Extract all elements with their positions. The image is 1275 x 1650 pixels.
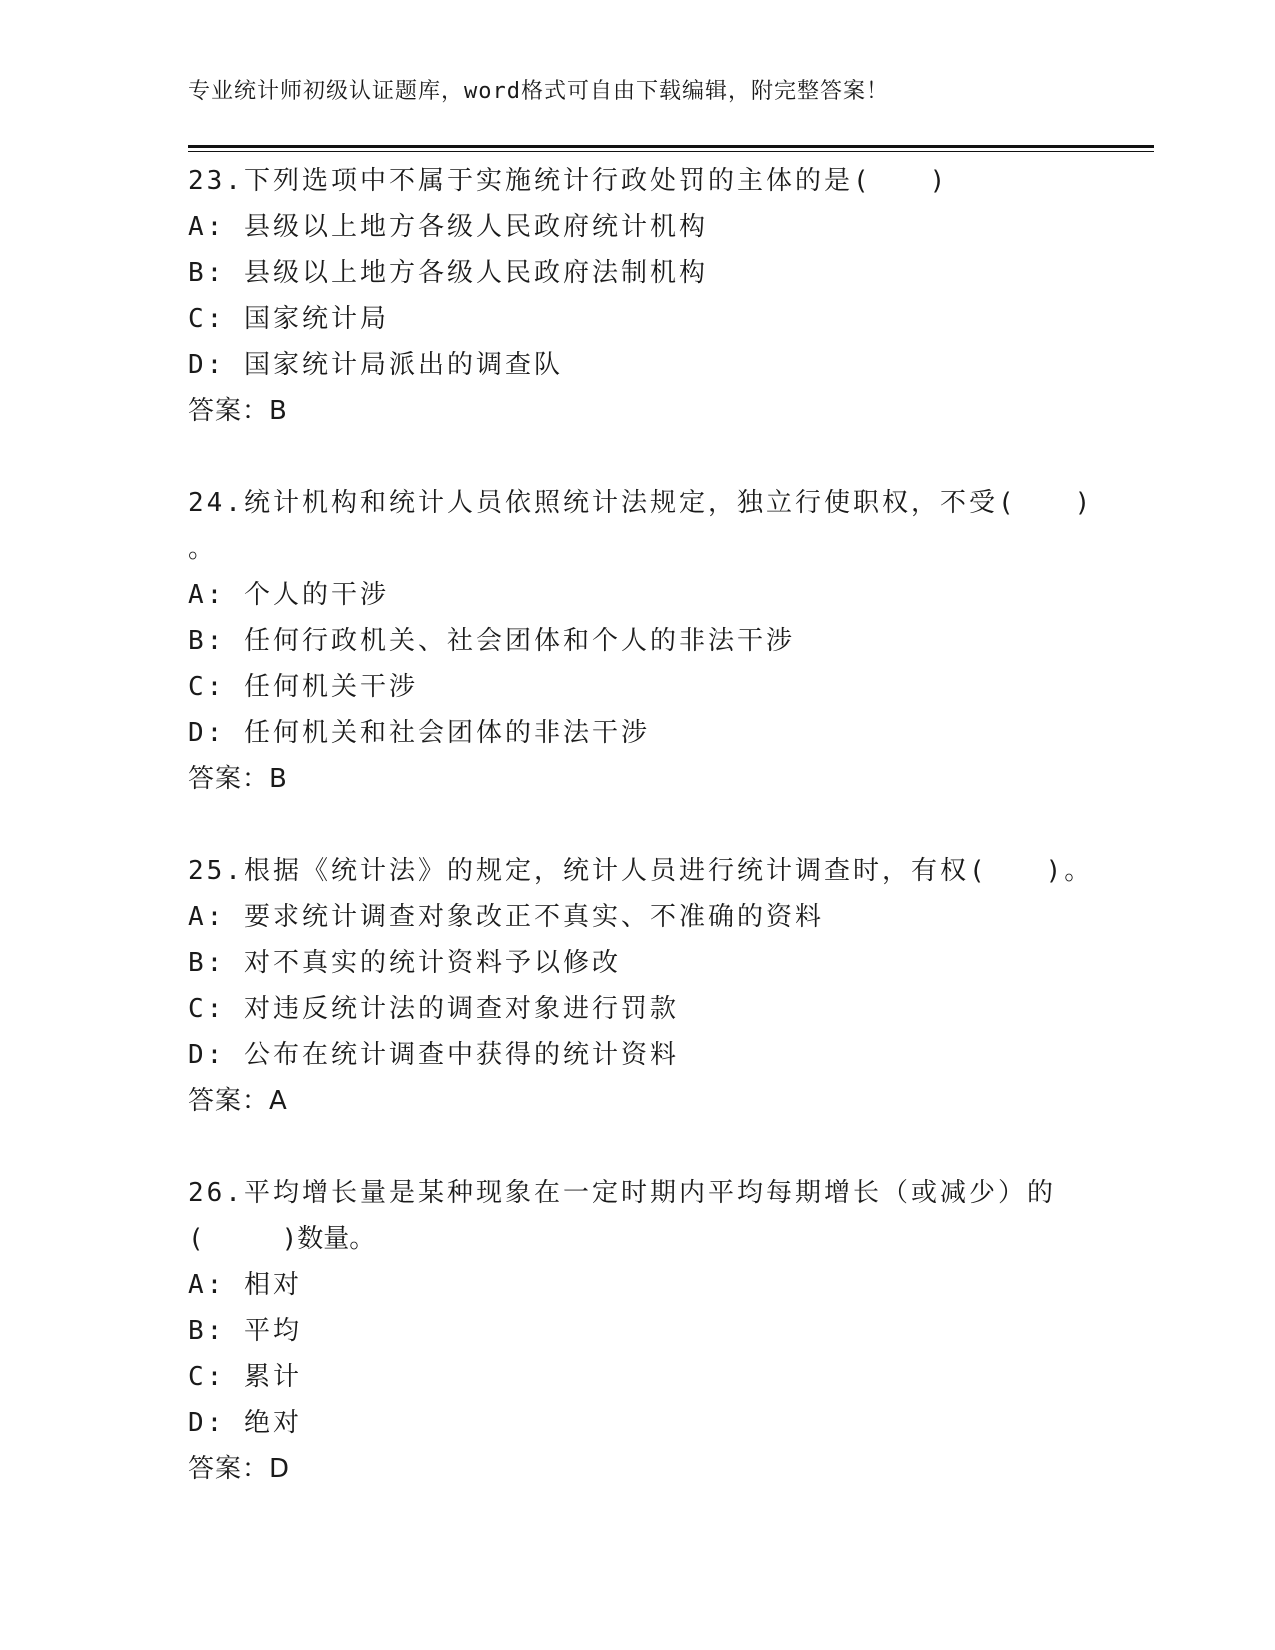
answer-line: 答案：D — [188, 1454, 291, 1484]
question-stem-continuation: ( )数量。 — [188, 1224, 376, 1254]
question-stem-continuation: 。 — [188, 534, 215, 564]
option-a: A: 相对 — [188, 1270, 302, 1300]
header-rule-thin — [188, 151, 1154, 152]
answer-line: 答案：B — [188, 764, 288, 794]
question-stem: 25.根据《统计法》的规定，统计人员进行统计调查时，有权( )。 — [188, 856, 1094, 886]
option-a: A: 县级以上地方各级人民政府统计机构 — [188, 212, 708, 242]
option-d: D: 公布在统计调查中获得的统计资料 — [188, 1040, 679, 1070]
question-list — [188, 158, 1154, 1492]
option-b: B: 任何行政机关、社会团体和个人的非法干涉 — [188, 626, 795, 656]
option-d: D: 任何机关和社会团体的非法干涉 — [188, 718, 650, 748]
option-b: B: 平均 — [188, 1316, 302, 1346]
question-24 — [188, 480, 1154, 802]
option-d: D: 绝对 — [188, 1408, 302, 1438]
header-rule-thick — [188, 145, 1154, 148]
option-a: A: 个人的干涉 — [188, 580, 389, 610]
option-c: C: 任何机关干涉 — [188, 672, 418, 702]
answer-line: 答案：B — [188, 396, 288, 426]
option-a: A: 要求统计调查对象改正不真实、不准确的资料 — [188, 902, 824, 932]
option-c: C: 国家统计局 — [188, 304, 389, 334]
answer-line: 答案：A — [188, 1086, 288, 1116]
option-b: B: 对不真实的统计资料予以修改 — [188, 948, 621, 978]
question-stem: 24.统计机构和统计人员依照统计法规定，独立行使职权，不受( ) — [188, 488, 1094, 518]
question-spacer — [188, 1124, 1154, 1170]
option-c: C: 对违反统计法的调查对象进行罚款 — [188, 994, 679, 1024]
question-stem: 23.下列选项中不属于实施统计行政处罚的主体的是( ) — [188, 166, 949, 196]
question-spacer — [188, 802, 1154, 848]
question-25 — [188, 848, 1154, 1124]
option-d: D: 国家统计局派出的调查队 — [188, 350, 563, 380]
question-23 — [188, 158, 1154, 434]
question-stem: 26.平均增长量是某种现象在一定时期内平均每期增长（或减少）的 — [188, 1178, 1056, 1208]
option-c: C: 累计 — [188, 1362, 302, 1392]
page-header: 专业统计师初级认证题库，word格式可自由下载编辑，附完整答案！ — [188, 79, 889, 104]
question-spacer — [188, 434, 1154, 480]
option-b: B: 县级以上地方各级人民政府法制机构 — [188, 258, 708, 288]
question-26 — [188, 1170, 1154, 1492]
